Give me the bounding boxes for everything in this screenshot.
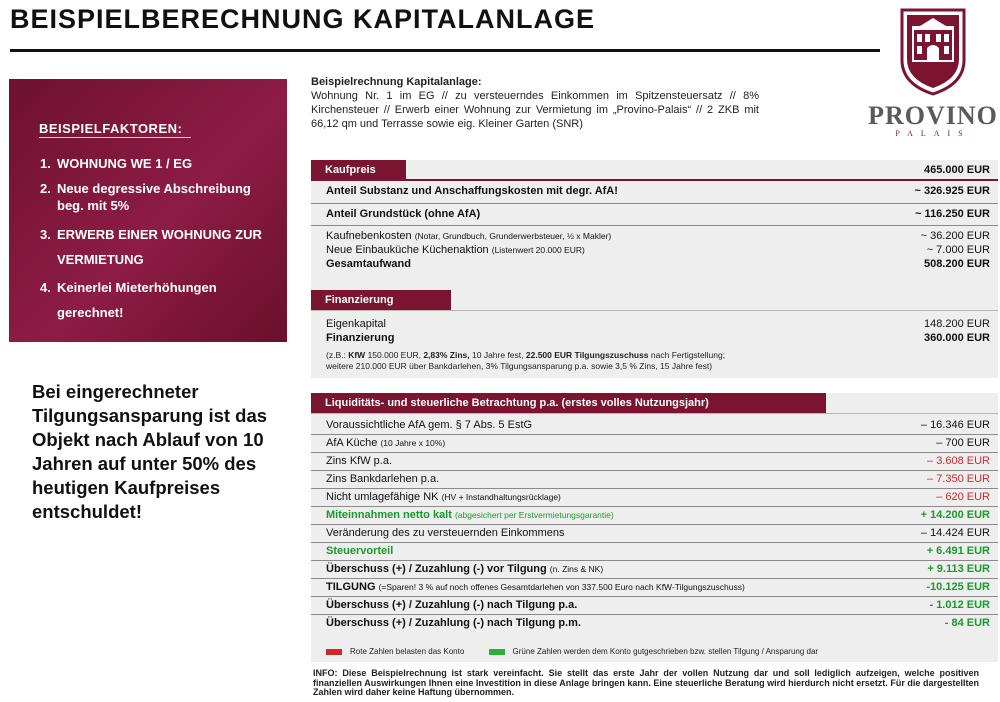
finanzierung-row bbox=[311, 331, 998, 345]
provino-palais-logo bbox=[866, 8, 1000, 138]
section-line bbox=[311, 179, 998, 181]
finanzierung-tag: Finanzierung bbox=[311, 290, 451, 310]
intro-text: Wohnung Nr. 1 im EG // zu versteuerndes Einkommen im Spitzensteuersatz // 8% Kirchensteuer // Erwerb einer Wohnung zur Vermietung im „Provino-Palais“ // 2 ZKB mit 66,12 qm und Terrasse sowie eig. Kleiner Garten (SNR) bbox=[311, 90, 759, 130]
grundstueck-row bbox=[311, 205, 998, 223]
nk-row bbox=[311, 488, 998, 506]
gesamtaufwand-label: Gesamtaufwand bbox=[326, 258, 411, 270]
nebenkosten-value: ~ 36.200 EUR bbox=[920, 230, 990, 242]
gesamtaufwand-row bbox=[311, 257, 998, 272]
substanz-value: ~ 326.925 EUR bbox=[914, 185, 990, 197]
factor-item bbox=[40, 222, 280, 272]
disclaimer: INFO: Diese Beispielrechnung ist stark vereinfacht. Sie stellt das erste Jahr der vollen Nutzung dar und soll lediglich aufzeigen, welche positiven finanziellen Auswirkungen Ihnen eine Investition in diese Anlage bringen kann. Eine steuerliche Beratung wird hierdurch nicht ersetzt. Für die dargestellten Zahlen wird daher keine Haftung übernommen. bbox=[313, 668, 979, 697]
factor-item bbox=[40, 180, 280, 214]
einkommen-row bbox=[311, 524, 998, 542]
substanz-label: Anteil Substanz und Anschaffungskosten mit degr. AfA! bbox=[326, 185, 618, 197]
mieteinnahmen-value: + 14.200 EUR bbox=[920, 509, 990, 521]
factor-text: Keinerlei Mieterhöhungen gerechnet! bbox=[57, 280, 217, 320]
intro-block bbox=[311, 75, 759, 131]
row-divider bbox=[311, 203, 998, 204]
steuervorteil-value: + 6.491 EUR bbox=[926, 545, 990, 557]
ueberschuss-vor-label: Überschuss (+) / Zuzahlung (-) vor Tilgung (n. Zins & NK) bbox=[326, 563, 604, 575]
legend-red: Rote Zahlen belasten das Konto bbox=[326, 647, 464, 656]
tilgung-row bbox=[311, 578, 998, 596]
kueche-value: ~ 7.000 EUR bbox=[926, 244, 990, 256]
finanzierung-value: 360.000 EUR bbox=[923, 332, 990, 344]
row-divider bbox=[311, 225, 998, 226]
finanzierung-note-line-1: (z.B.: KfW 150.000 EUR, 2,83% Zins, 10 Jahre fest, 22.500 EUR Tilgungszuschuss nach Fertigstellung; bbox=[326, 350, 726, 360]
nk-value: – 620 EUR bbox=[936, 491, 990, 503]
debt-free-note: Bei eingerechneter Tilgungsansparung ist das Objekt nach Ablauf von 10 Jahren auf unter 50% des heutigen Kaufpreises entschuldet! bbox=[32, 381, 268, 522]
factor-number: 2. bbox=[40, 181, 51, 196]
color-legend bbox=[326, 647, 840, 656]
ueberschuss-pm-label: Überschuss (+) / Zuzahlung (-) nach Tilgung p.m. bbox=[326, 617, 581, 629]
factor-number: 1. bbox=[40, 156, 51, 171]
liquiditaet-section bbox=[311, 393, 998, 662]
zins-bank-value: – 7.350 EUR bbox=[927, 473, 990, 485]
logo-subtitle: PALAIS bbox=[895, 129, 971, 138]
factor-text: WOHNUNG WE 1 / EG bbox=[57, 156, 193, 171]
eigenkapital-row bbox=[311, 317, 998, 331]
nebenkosten-row bbox=[311, 229, 998, 244]
finanzierung-note bbox=[326, 350, 986, 372]
afa-row bbox=[311, 416, 998, 434]
ueberschuss-vor-value: + 9.113 EUR bbox=[927, 563, 990, 575]
logo-name: PROVINO bbox=[868, 101, 998, 130]
ueberschuss-pa-label: Überschuss (+) / Zuzahlung (-) nach Tilgung p.a. bbox=[326, 599, 578, 611]
zins-bank-label: Zins Bankdarlehen p.a. bbox=[326, 473, 440, 485]
factor-item bbox=[40, 155, 280, 172]
mieteinnahmen-row bbox=[311, 506, 998, 524]
section-line bbox=[311, 413, 998, 414]
legend-green: Grüne Zahlen werden dem Konto gutgeschrieben bzw. stellen Tilgung / Ansparung dar bbox=[489, 647, 819, 656]
tilgung-label: TILGUNG (=Sparen! 3 % auf noch offenes Gesamtdarlehen von 337.500 Euro nach KfW-Tilgungszuschuss) bbox=[326, 581, 745, 593]
einkommen-value: – 14.424 EUR bbox=[920, 527, 990, 539]
zins-bank-row bbox=[311, 470, 998, 488]
factor-item bbox=[40, 275, 280, 325]
factor-text: ERWERB EINER WOHNUNG ZUR VERMIETUNG bbox=[57, 227, 262, 267]
afa-value: – 16.346 EUR bbox=[920, 419, 990, 431]
nebenkosten-label: Kaufnebenkosten (Notar, Grundbuch, Grunderwerbsteuer, ½ x Makler) bbox=[326, 230, 612, 242]
factors-list bbox=[40, 155, 280, 328]
grundstueck-value: ~ 116.250 EUR bbox=[915, 208, 990, 220]
kueche-row bbox=[311, 243, 998, 258]
finanzierung-note-line-2: weitere 210.000 EUR über Bankdarlehen, 3% Tilgungsansparung p.a. sowie 3,5 % Zins, 15 Jahre fest) bbox=[326, 361, 713, 371]
factor-number: 4. bbox=[40, 280, 51, 295]
kaufpreis-value: 465.000 EUR bbox=[923, 164, 990, 176]
liquiditaet-tag: Liquiditäts- und steuerliche Betrachtung p.a. (erstes volles Nutzungsjahr) bbox=[311, 393, 826, 413]
substanz-row bbox=[311, 182, 998, 200]
gesamtaufwand-value: 508.200 EUR bbox=[923, 258, 990, 270]
factor-number: 3. bbox=[40, 227, 51, 242]
afa-kueche-value: – 700 EUR bbox=[936, 437, 990, 449]
factors-heading: BEISPIELFAKTOREN: bbox=[39, 121, 183, 136]
green-swatch bbox=[489, 649, 505, 655]
kaufpreis-tag: Kaufpreis bbox=[311, 160, 406, 180]
ueberschuss-pa-value: - 1.012 EUR bbox=[929, 599, 990, 611]
afa-label: Voraussichtliche AfA gem. § 7 Abs. 5 EstG bbox=[326, 419, 533, 431]
finanzierung-label: Finanzierung bbox=[326, 332, 395, 344]
afa-kueche-label: AfA Küche (10 Jahre x 10%) bbox=[326, 437, 446, 449]
mieteinnahmen-label: Miteinnahmen netto kalt (abgesichert per Erstvermietungsgarantie) bbox=[326, 509, 614, 521]
afa-kueche-row bbox=[311, 434, 998, 452]
red-swatch bbox=[326, 649, 342, 655]
eigenkapital-label: Eigenkapital bbox=[326, 318, 386, 330]
page-title: BEISPIELBERECHNUNG KAPITALANLAGE bbox=[10, 4, 596, 34]
ueberschuss-vor-row bbox=[311, 560, 998, 578]
kueche-label: Neue Einbauküche Küchenaktion (Listenwert 20.000 EUR) bbox=[326, 244, 585, 256]
ueberschuss-pm-row bbox=[311, 614, 998, 632]
grundstueck-label: Anteil Grundstück (ohne AfA) bbox=[326, 208, 481, 220]
kaufpreis-section bbox=[311, 160, 998, 290]
factors-heading-underline bbox=[39, 137, 191, 138]
ueberschuss-pa-row bbox=[311, 596, 998, 614]
factors-box bbox=[9, 79, 287, 342]
factor-text: Neue degressive Abschreibung beg. mit 5% bbox=[57, 181, 251, 213]
steuervorteil-label: Steuervorteil bbox=[326, 545, 394, 557]
zins-kfw-row bbox=[311, 452, 998, 470]
steuervorteil-row bbox=[311, 542, 998, 560]
tilgung-value: -10.125 EUR bbox=[926, 581, 990, 593]
zins-kfw-value: – 3.608 EUR bbox=[927, 455, 990, 467]
nk-label: Nicht umlagefähige NK (HV + Instandhaltungsrücklage) bbox=[326, 491, 561, 503]
kaufpreis-row bbox=[311, 161, 998, 179]
intro-title: Beispielrechnung Kapitalanlage: bbox=[311, 76, 482, 88]
einkommen-label: Veränderung des zu versteuernden Einkommens bbox=[326, 527, 565, 539]
section-line bbox=[311, 310, 998, 311]
zins-kfw-label: Zins KfW p.a. bbox=[326, 455, 393, 467]
finanzierung-section bbox=[311, 290, 998, 378]
palace-crest-icon bbox=[900, 8, 966, 96]
ueberschuss-pm-value: - 84 EUR bbox=[944, 617, 990, 629]
title-underline bbox=[10, 49, 880, 52]
eigenkapital-value: 148.200 EUR bbox=[923, 318, 990, 330]
